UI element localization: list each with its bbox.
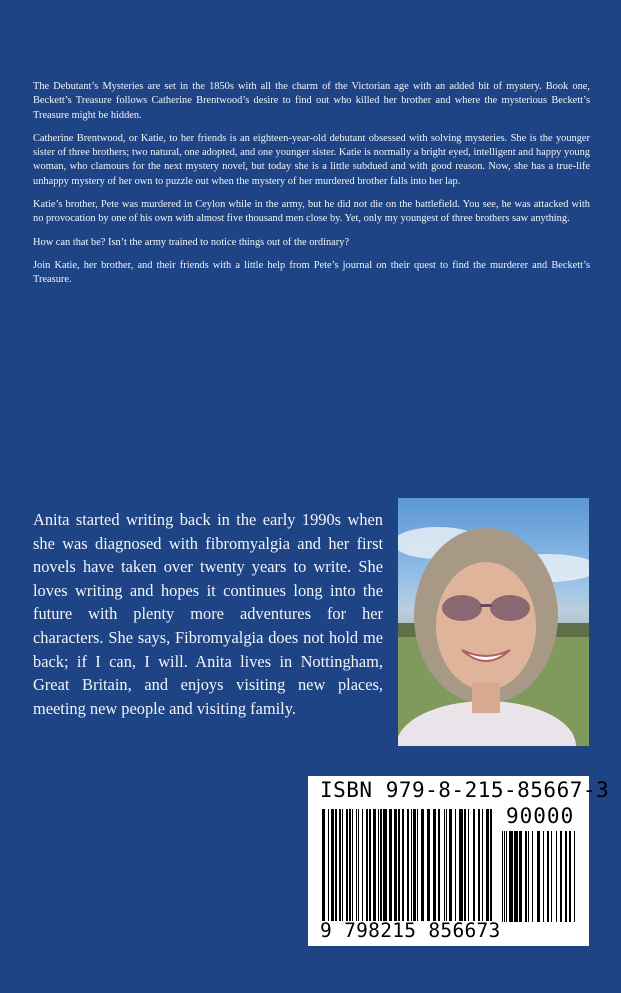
barcode-bar [394,809,397,921]
price-addon-label: 90000 [506,804,575,828]
barcode-bar [509,831,513,922]
barcode-bar [339,809,341,921]
barcode-bar [502,831,503,922]
barcode-bar [362,809,363,921]
barcode-bar [543,831,544,922]
barcode-bar [490,809,492,921]
barcode-bar [468,809,469,921]
barcode-bar [532,831,533,922]
barcode-bar [478,809,480,921]
barcode-bar [349,809,351,921]
barcode-bar [528,831,529,922]
barcode-bar [519,831,522,922]
blurb-paragraph: Join Katie, her brother, and their friends with a little help from Pete’s journal on their quest to find the murderer and Beckett’s Treasure. [33,259,590,286]
blurb-paragraph: Catherine Brentwood, or Katie, to her friends is an eighteen-year-old debutant obsessed with solving mysteries. She is the younger sister of three brothers; two natural, one adopted, and one younger sister. Katie is normally a bright eyed, intelligent and happy young woman, who clamours for the next mystery novel, but today she is a little subdued and with good reason. Now, she has a true-life unhappy mystery of her own to puzzle out when the mystery of her murdered brother falls into her lap. [33,132,590,187]
barcode-bar [486,809,489,921]
barcode-bar [383,809,387,921]
barcode-bar [560,831,562,922]
blurb-paragraph: Katie’s brother, Pete was murdered in Ceylon while in the army, but he did not die on the battlefield. You see, he was attacked with no provocation by one of his own with almost five thousand men close by. Yet, only my youngest of three brothers saw anything. [33,199,590,225]
barcode-bar [574,831,575,922]
barcode-bar [537,831,540,922]
barcode-bar [366,809,368,921]
barcode-bar [455,809,456,921]
barcode-bar [473,809,475,921]
barcode-bar [427,809,430,921]
barcode-bar [438,809,440,921]
barcode-bar [373,809,376,921]
barcode-bar [449,809,452,921]
barcode-bar [504,831,505,922]
barcode-bar [335,809,337,921]
barcode-bar [411,809,412,921]
barcode-bar [551,831,552,922]
blurb-paragraph: The Debutant’s Mysteries are set in the 1850s with all the charm of the Victorian age with an added bit of mystery. Book one, Beckett’s Treasure follows Catherine Brentwood’s desire to find out who killed her brother and where the mysterious Beckett’s Treasure might be hidden. [33,81,590,121]
barcode-bar [506,831,507,922]
barcode-bar [346,809,348,921]
barcode-bar [444,809,445,921]
barcode-bar [369,809,371,921]
barcode-bar [547,831,549,922]
barcode-bar [378,809,379,921]
barcode-bar [402,809,404,921]
barcode-bar [569,831,571,922]
barcode-bar [356,809,357,921]
barcode-bar [380,809,382,921]
barcode-bar [328,809,329,921]
barcode-bar [421,809,424,921]
barcode-bar [398,809,400,921]
isbn-label: ISBN 979-8-215-85667-3 [320,778,610,802]
barcode-bar [514,831,518,922]
blurb-paragraph: How can that be? Isn’t the army trained to notice things out of the ordinary? [33,236,350,248]
barcode-bar [556,831,557,922]
barcode-bar [352,809,353,921]
author-photo [398,498,589,746]
barcode-bar [482,809,483,921]
barcode-bar [358,809,359,921]
barcode-bar [459,809,463,921]
barcode-bar [446,809,447,921]
ean-number: 9 798215 856673 [320,919,501,942]
back-cover-blurb [33,80,590,297]
barcode-bar [407,809,409,921]
author-bio: Anita started writing back in the early 1990s when she was diagnosed with fibromyalgia and her first novels have taken over twenty years to write. She loves writing and hopes it continues long into the future with plenty more adventures for her characters. She says, Fibromyalgia does not hold me back; if I can, I will. Anita lives in Nottingham, Great Britain, and enjoys visiting new places, meeting new people and visiting family. [33,510,383,718]
isbn-barcode [308,776,610,946]
barcode-bar [331,809,334,921]
barcode-bar [464,809,466,921]
barcode-bar [565,831,567,922]
barcode-bar [417,809,418,921]
barcode-bar [389,809,392,921]
barcode-bar [342,809,343,921]
barcode-bar [525,831,527,922]
barcode-bar [413,809,416,921]
barcode-bar [433,809,436,921]
barcode-bar [322,809,325,921]
